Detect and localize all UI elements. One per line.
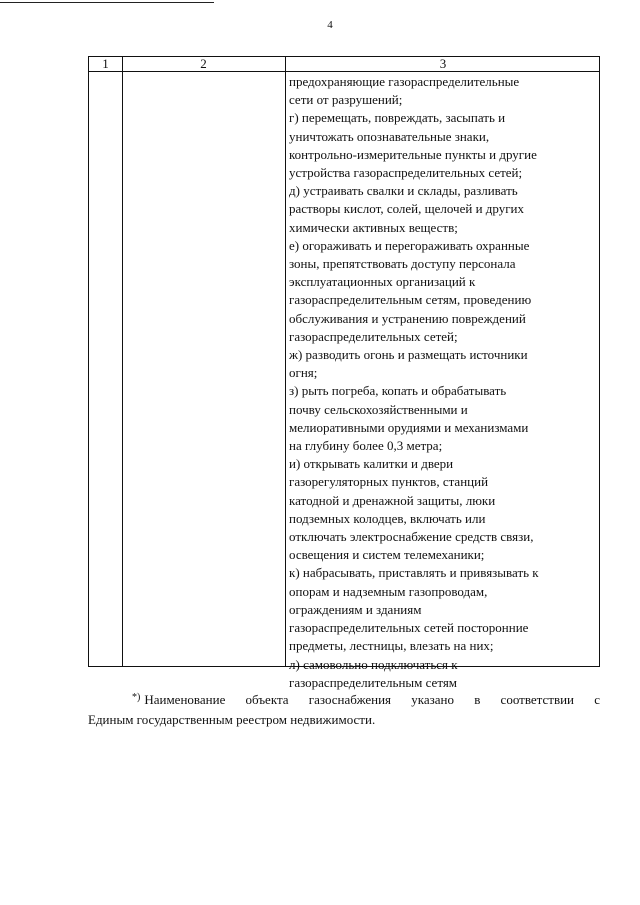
text-line: сети от разрушений;	[289, 92, 403, 108]
column-divider-1	[122, 57, 123, 666]
column-3-text	[289, 73, 597, 692]
text-line: подземных колодцев, включать или	[289, 510, 486, 526]
footnote-marker: *)	[132, 692, 141, 703]
text-line: предохраняющие газораспределительные	[289, 74, 520, 89]
text-line: устройства газораспределительных сетей;	[289, 165, 523, 181]
text-line: эксплуатационных организаций к	[289, 274, 476, 290]
text-line: огня;	[289, 365, 318, 381]
footnote	[88, 688, 600, 730]
footnote-line-2: Единым государственным реестром недвижимости.	[88, 712, 376, 727]
text-line: на глубину более 0,3 метра;	[289, 438, 443, 454]
document-table	[88, 56, 600, 690]
text-line: зоны, препятствовать доступу персонала	[289, 256, 516, 272]
text-line: г) перемещать, повреждать, засыпать и	[289, 110, 506, 126]
column-header-1: 1	[102, 56, 109, 71]
footnote-text-1: Наименование объекта газоснабжения указано в соответствии с	[144, 692, 600, 707]
text-line: з) рыть погреба, копать и обрабатывать	[289, 383, 507, 399]
text-line: растворы кислот, солей, щелочей и других	[289, 201, 525, 217]
text-line: е) огораживать и перегораживать охранные	[289, 237, 530, 253]
text-line: химически активных веществ;	[289, 219, 458, 235]
text-line: газораспределительным сетям	[289, 674, 458, 690]
text-line: газораспределительным сетям, проведению	[289, 292, 532, 308]
text-line: контрольно-измерительные пункты и другие	[289, 146, 537, 162]
header-row-divider	[89, 71, 599, 72]
text-line: ограждениям и зданиям	[289, 601, 422, 617]
text-line: ж) разводить огонь и размещать источники	[289, 347, 528, 363]
text-line: катодной и дренажной защиты, люки	[289, 492, 496, 508]
page-number: 4	[327, 19, 333, 31]
text-line: почву сельскохозяйственными и	[289, 401, 468, 417]
text-line: опорам и надземным газопроводам,	[289, 583, 488, 599]
column-header-2: 2	[200, 56, 207, 71]
column-header-3: 3	[439, 56, 447, 71]
text-line: газораспределительных сетей;	[289, 328, 458, 344]
text-line: предметы, лестницы, влезать на них;	[289, 638, 494, 654]
text-line: мелиоративными орудиями и механизмами	[289, 419, 529, 435]
text-line: к) набрасывать, приставлять и привязывать к	[289, 565, 539, 581]
top-rule	[0, 2, 214, 3]
text-line: газорегуляторных пунктов, станций	[289, 474, 489, 490]
text-line: обслуживания и устранению повреждений	[289, 310, 526, 326]
text-line: и) открывать калитки и двери	[289, 456, 454, 472]
text-line: д) устраивать свалки и склады, разливать	[289, 183, 518, 199]
text-line: уничтожать опознавательные знаки,	[289, 128, 490, 144]
text-line: л) самовольно подключаться к	[289, 656, 458, 672]
footnote-line-1	[88, 688, 600, 710]
text-line: отключать электроснабжение средств связи,	[289, 529, 534, 545]
text-line: газораспределительных сетей посторонние	[289, 620, 529, 636]
text-line: освещения и систем телемеханики;	[289, 547, 485, 563]
column-divider-2	[285, 57, 286, 666]
